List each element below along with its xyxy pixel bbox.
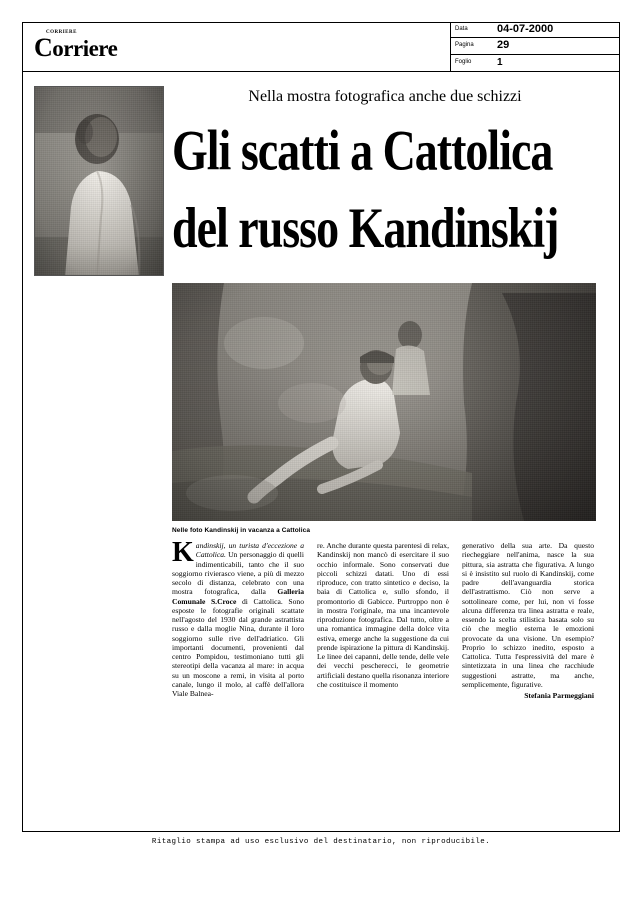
meta-label-pagina: Pagina xyxy=(455,42,474,49)
body-column-1 xyxy=(172,537,304,771)
headline-line-1: Gli scatti a Cattolica xyxy=(172,118,553,182)
newspaper-logo xyxy=(34,30,214,61)
body-col1-bold: Galleria Comunale S.Croce xyxy=(172,587,304,606)
drop-cap: K xyxy=(172,537,194,568)
body-paragraph-2: re. Anche durante questa parentesi di relax, Kandinskij non mancò di esercitare il suo occhio informale. Sono conservati due piccoli schizzi datati. Uno di essi riproduce, con tratto sintetico e deciso, la baia di Cattolica e, sullo sfondo, il promontorio di Gabicce. Purtroppo non è in mostra l'originale, ma una incantevole riproduzione fotografica. Dal tutto, oltre a una romantica immagine della dolce vita estiva, emerge anche la suggestione da cui prende ispirazione la pittura di Kandinskij. Le linee dei capanni, delle tende, delle vele dei vecchi pescherecci, le geometrie artificiali destano quella risonanza interiore che costituisce il momento xyxy=(317,541,449,689)
meta-label-data: Data xyxy=(455,26,468,32)
body-paragraph-3: generativo della sua arte. Da questo riecheggiare nell'anima, nasce la sua pittura, sia astratta che figurativa. A lungo si è insistito sul ruolo di Kandinskij, come padre dell'avanguardia storica dell'astrattismo. Ciò non serve a sottolineare come, per lui, non vi fosse alcuna differenza tra linea astratta e reale, essendo la scelta stilistica basata solo su ciò che meglio esterna le emozioni provocate da una visione. Un esempio? Proprio lo schizzo inedito, esposto a Cattolica. Tutta l'espressività del mare è sintetizzata in una linea che racchiude suggestioni astratte, ma anche, semplicemente, figurative. xyxy=(462,541,594,689)
meta-row-pagina xyxy=(451,38,620,54)
meta-value-pagina: 29 xyxy=(497,39,510,52)
body-col1-text-a: Un personaggio di quelli indimenticabili, tanto che il suo soggiorno rivierasco viene, a più di mezzo secolo di distanza, celebrato con una mostra fotografica, dalla xyxy=(172,550,304,597)
article-headline xyxy=(172,112,602,267)
meta-row-data xyxy=(451,22,620,38)
logo-wordmark xyxy=(34,33,214,62)
meta-row-foglio xyxy=(451,55,620,71)
headline-line-2: del russo Kandinskij xyxy=(172,195,559,260)
meta-value-foglio: 1 xyxy=(497,56,503,68)
masthead xyxy=(22,22,620,72)
body-lead-italic: andinskij, un turista d'eccezione a Cattolica. xyxy=(195,541,304,560)
main-photo-image xyxy=(172,283,596,521)
article-byline: Stefania Parmeggiani xyxy=(524,691,594,700)
logo-rest: orriere xyxy=(52,36,118,61)
body-column-2 xyxy=(317,541,449,771)
article-body xyxy=(172,537,596,771)
portrait-photo xyxy=(34,86,164,276)
main-photo xyxy=(172,283,596,521)
logo-superscript: CORRIERE xyxy=(46,30,77,35)
body-paragraph-1 xyxy=(172,537,304,698)
portrait-photo-image xyxy=(35,87,164,276)
logo-initial: C xyxy=(34,33,53,62)
photo-caption: Nelle foto Kandinskij in vacanza a Cattolica xyxy=(172,527,311,534)
meta-label-foglio: Foglio xyxy=(455,58,472,65)
meta-value-data: 04-07-2000 xyxy=(497,23,554,35)
body-col1-text-b: di Cattolica. Sono esposte le fotografie originali scattate nell'agosto del 1930 dal grande astrattista russo e dalla moglie Nina, durante il loro soggiorno sulle rive dell'adriatico. Gli importanti documenti, provenienti dal centro Pompidou, testimoniano tutti gli stereotipi della vacanza al mare: in acqua su un moscone a remi, in visita al porto canale, lungo il molo, al caffè dell'allora Viale Balnea- xyxy=(172,596,304,698)
body-column-3 xyxy=(462,541,594,771)
footer-notice: Ritaglio stampa ad uso esclusivo del destinatario, non riproducibile. xyxy=(151,838,491,846)
article-kicker: Nella mostra fotografica anche due schizzi xyxy=(248,88,522,105)
meta-table xyxy=(450,22,620,71)
